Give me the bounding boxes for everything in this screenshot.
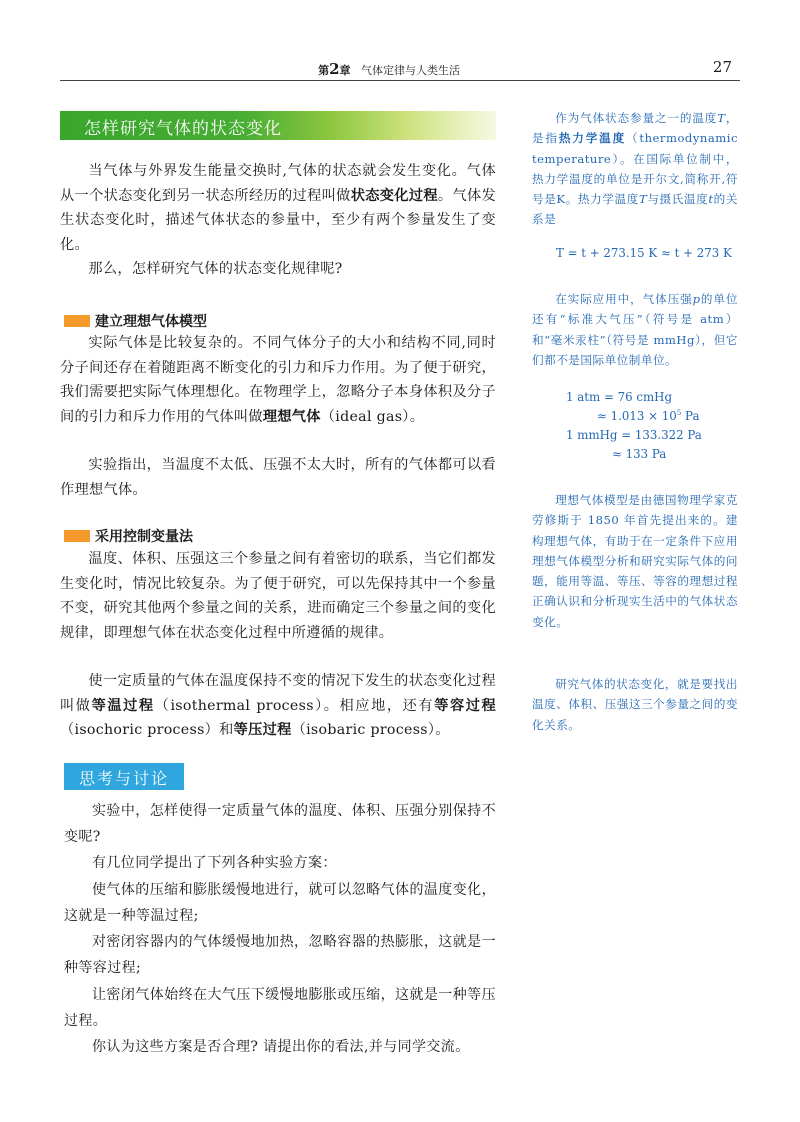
temperature-formula: T = t + 273.15 K ≈ t + 273 K (556, 246, 732, 260)
chapter-label: 第2章 气体定律与人类生活 (318, 60, 460, 78)
intro-paragraph-2: 那么，怎样研究气体的状态变化规律呢? (88, 261, 343, 277)
section-title: 怎样研究气体的状态变化 (84, 119, 282, 139)
ideal-gas-paragraph-2: 实验指出，当温度不太低、压强不太大时，所有的气体都可以看作理想气体。 (60, 457, 496, 498)
pressure-formula-4: ≈ 133 Pa (612, 447, 667, 461)
pressure-formula-3: 1 mmHg = 133.322 Pa (566, 428, 702, 442)
discussion-paragraph: 使气体的压缩和膨胀缓慢地进行，就可以忽略气体的温度变化，这就是一种等温过程; (64, 882, 496, 925)
section-heading-ideal-gas: 建立理想气体模型 (64, 311, 207, 331)
discussion-paragraph: 有几位同学提出了下列各种实验方案： (92, 855, 337, 871)
section-heading-control-variable: 采用控制变量法 (64, 526, 193, 546)
orange-marker (64, 530, 90, 542)
section-title-bar (60, 111, 496, 140)
intro-paragraph-1: 当气体与外界发生能量交换时,气体的状态就会发生变化。气体从一个状态变化到另一状态所经历的过程叫做状态变化过程。气体发生状态变化时，描述气体状态的参量中，至少有两个参量发生了变化。 (60, 163, 496, 253)
discussion-paragraph: 让密闭气体始终在大气压下缓慢地膨胀或压缩，这就是一种等压过程。 (64, 987, 496, 1030)
discussion-paragraph: 实验中，怎样使得一定质量气体的温度、体积、压强分别保持不变呢? (64, 803, 496, 846)
discussion-paragraph: 你认为这些方案是否合理? 请提出你的看法,并与同学交流。 (92, 1039, 470, 1055)
page-header (60, 58, 740, 81)
discussion-paragraph: 对密闭容器内的气体缓慢地加热，忽略容器的热膨胀，这就是一种等容过程; (64, 934, 496, 977)
side-note-ideal-gas-history: 理想气体模型是由德国物理学家克劳修斯于 1850 年首先提出来的。建构理想气体，有助于在一定条件下应用理想气体模型分析和研究实际气体的问题，能用等温、等压、等容的理想过程正确认识和分析现实生活中的气体状态变化。 (532, 493, 738, 629)
control-variable-paragraph-1: 温度、体积、压强这三个参量之间有着密切的联系，当它们都发生变化时，情况比较复杂。为了便于研究，可以先保持其中一个参量不变，研究其他两个参量之间的关系，进而确定三个参量之间的变化规律，即理想气体在状态变化过程中所遵循的规律。 (60, 551, 496, 641)
side-note-pressure-units: 在实际应用中，气体压强p的单位还有“标准大气压”（符号是 atm）和“毫米汞柱”（符号是 mmHg），但它们都不是国际单位制单位。 (532, 292, 738, 367)
pressure-formula-1: 1 atm = 76 cmHg (566, 390, 672, 404)
page-number: 27 (712, 58, 732, 76)
discussion-label: 思考与讨论 (78, 769, 169, 788)
ideal-gas-paragraph-1: 实际气体是比较复杂的。不同气体分子的大小和结构不同,同时分子间还存在着随距离不断变化的引力和斥力作用。为了便于研究，我们需要把实际气体理想化。在物理学上，忽略分子本身体积及分子间的引力和斥力作用的气体叫做理想气体（ideal gas）。 (60, 335, 496, 425)
pressure-formula-2: ≈ $1.013 \times 10^5$ Pa (597, 409, 700, 423)
side-note-state-change: 研究气体的状态变化，就是要找出温度、体积、压强这三个参量之间的变化关系。 (532, 677, 738, 732)
discussion-label-box (64, 763, 184, 790)
orange-marker (64, 315, 90, 327)
control-variable-paragraph-2: 使一定质量的气体在温度保持不变的情况下发生的状态变化过程叫做等温过程（isothermal process）。相应地，还有等容过程（isochoric process）和等压过程（isobaric process）。 (60, 673, 497, 738)
side-note-temperature: 作为气体状态参量之一的温度T，是指热力学温度（thermodynamic temperature）。在国际单位制中，热力学温度的单位是开尔文,简称开,符号是K。热力学温度T与摄氏温度t的关系是 (532, 111, 738, 227)
